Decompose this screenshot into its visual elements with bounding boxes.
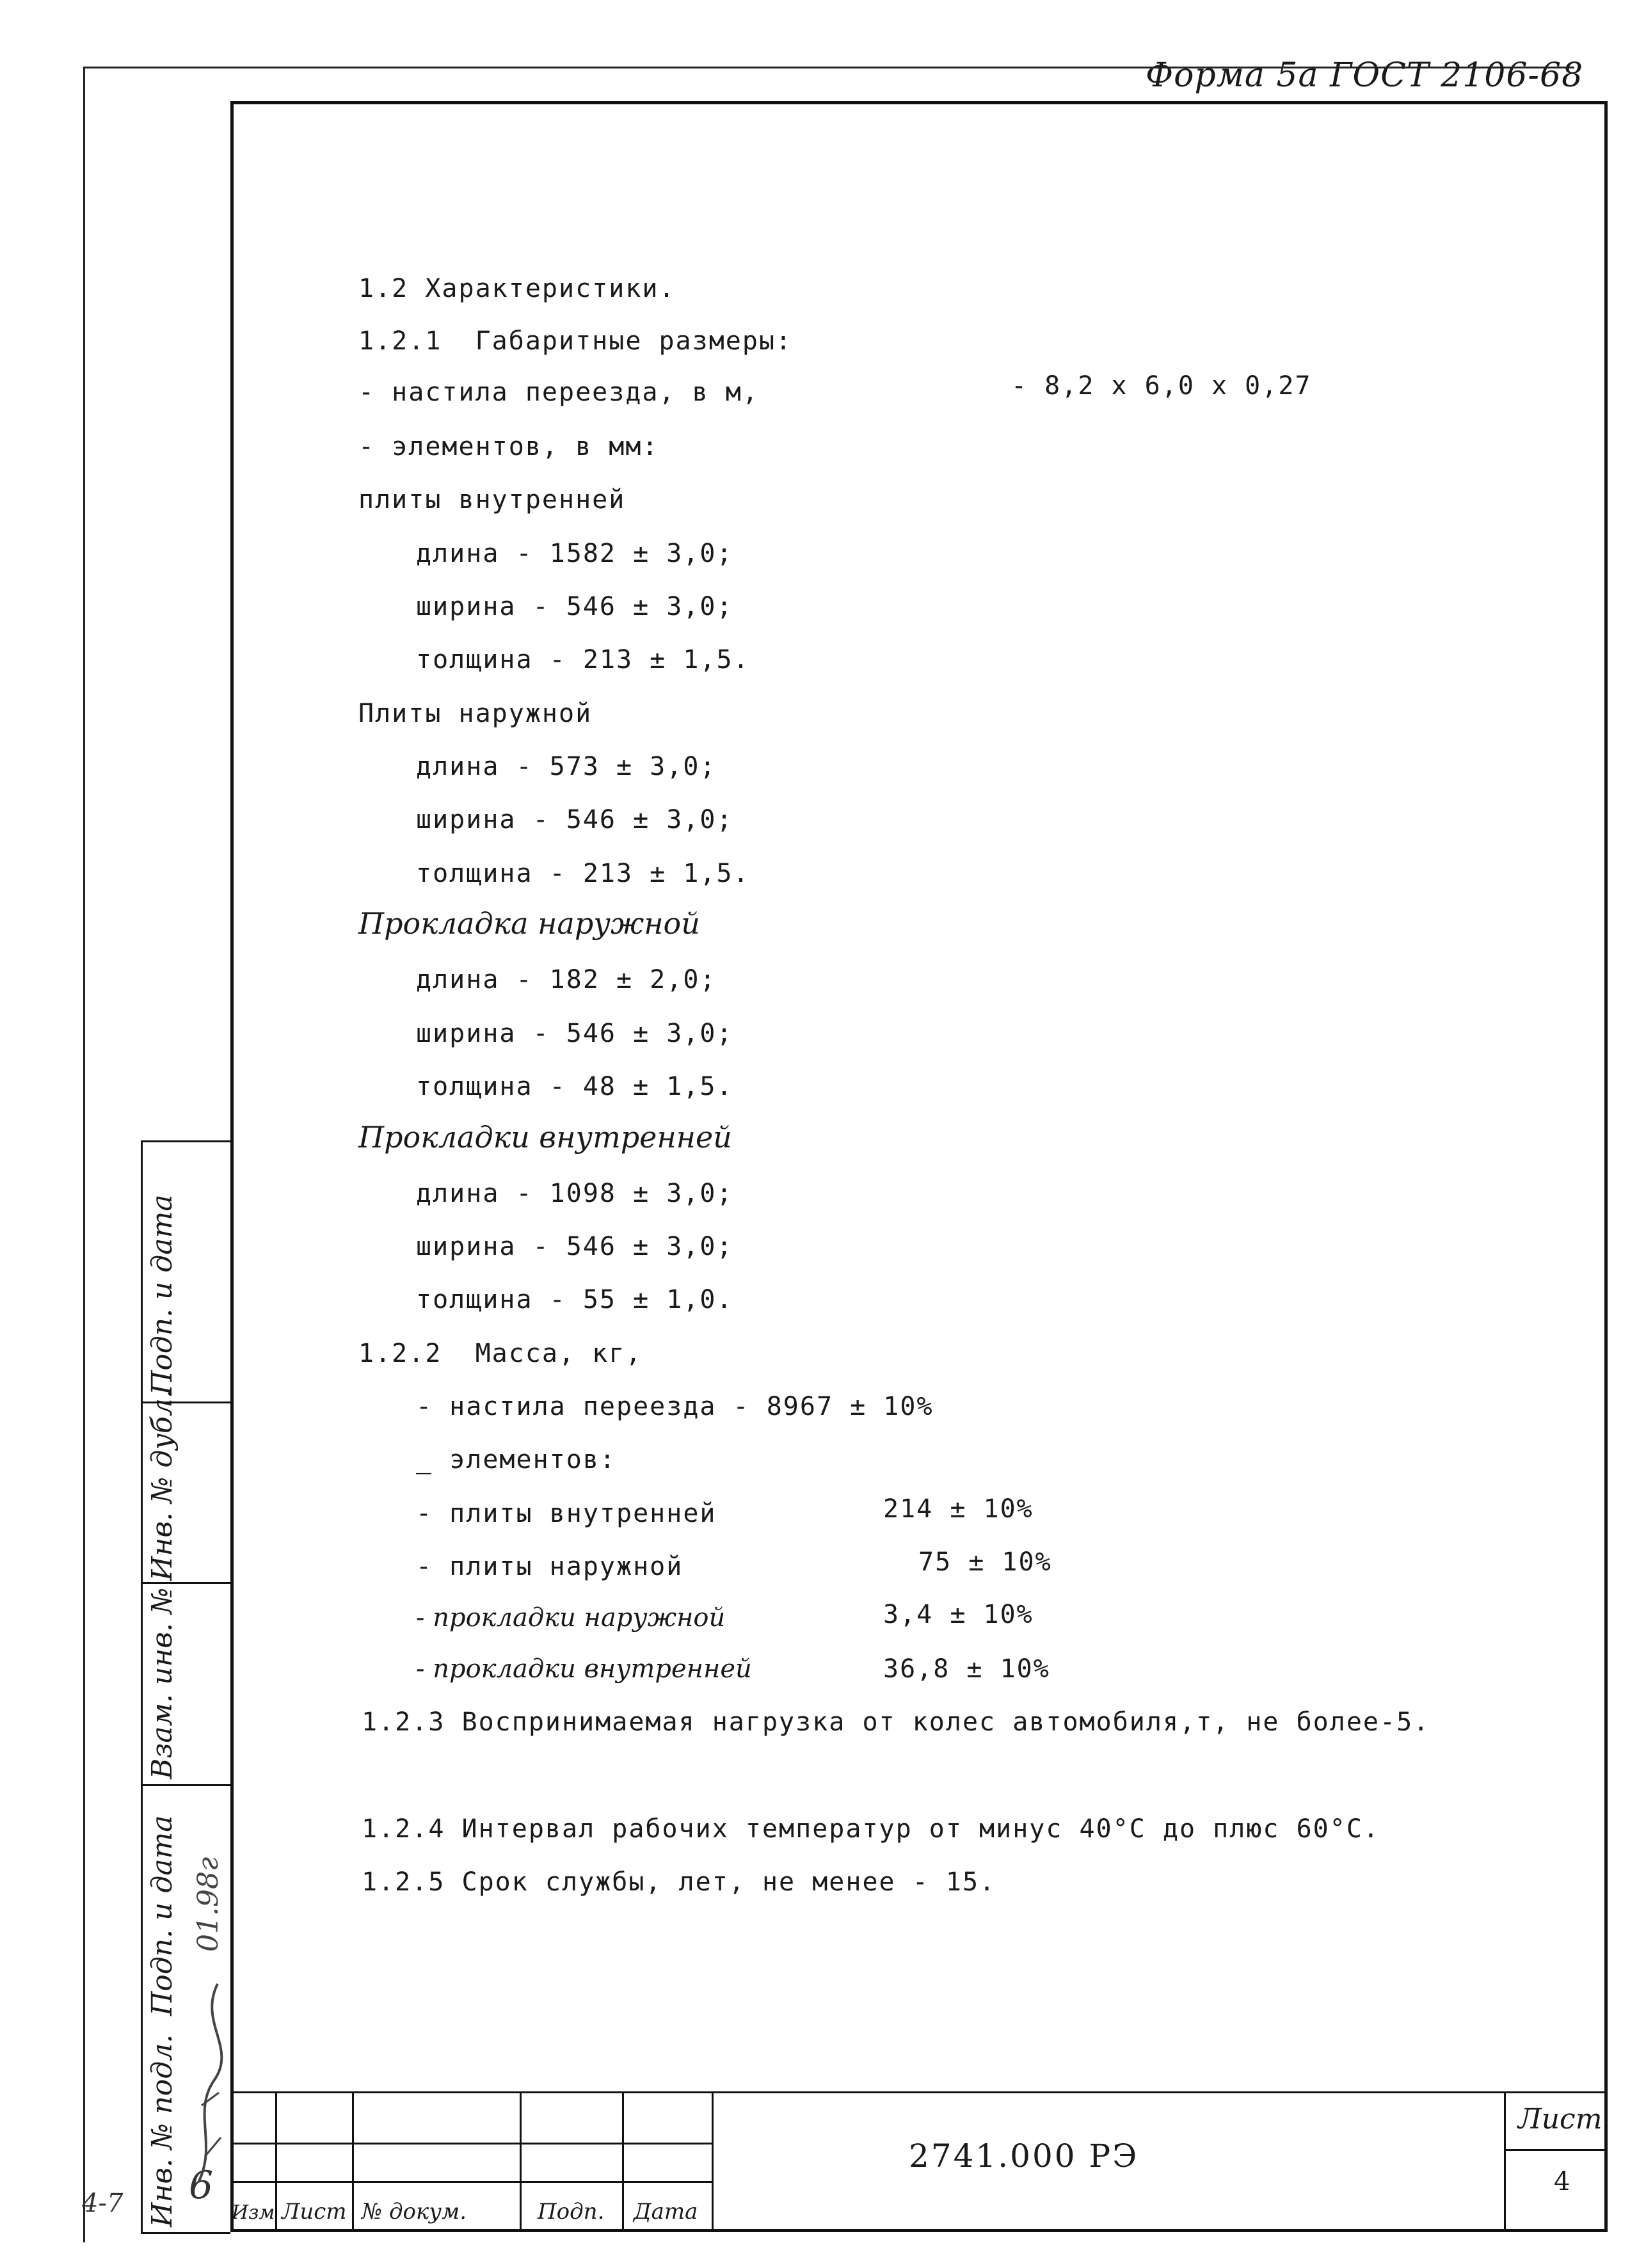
inner-slab-width: ширина - 546 ± 3,0; — [416, 592, 733, 621]
col-date-label: Дата — [634, 2199, 698, 2224]
temperature-range: 1.2.4 Интервал рабочих температур от минус 40°С до плюс 60°С. — [362, 1814, 1380, 1844]
col-list-label: Лист — [282, 2199, 347, 2224]
subsection-dimensions: 1.2.1 Габаритные размеры: — [358, 326, 793, 356]
outer-pad-heading: Прокладка наружной — [358, 906, 700, 941]
col-doc-label: № докум. — [362, 2199, 467, 2224]
inner-slab-heading: плиты внутренней — [358, 485, 626, 515]
section-heading: 1.2 Характеристики. — [358, 274, 676, 303]
outer-pad-length: длина - 182 ± 2,0; — [416, 965, 717, 994]
sheet-label: Лист — [1518, 2103, 1602, 2136]
outer-slab-width: ширина - 546 ± 3,0; — [416, 805, 733, 835]
elements-label: - элементов, в мм: — [358, 432, 659, 461]
inner-pad-width: ширина - 546 ± 3,0; — [416, 1232, 733, 1261]
col-sign-label: Подп. — [538, 2199, 605, 2224]
document-code: 2741.000 РЭ — [909, 2137, 1139, 2175]
form-header: Форма 5а ГОСТ 2106-68 — [1146, 56, 1584, 95]
elements-mass-label: _ элементов: — [416, 1445, 616, 1474]
inner-pad-thickness: толщина - 55 ± 1,0. — [416, 1285, 733, 1314]
deck-mass: - настила переезда - 8967 ± 10% — [416, 1392, 934, 1421]
outer-slab-length: длина - 573 ± 3,0; — [416, 752, 717, 781]
col-izm-label: Изм — [232, 2201, 275, 2224]
handwritten-date: 01.98г — [192, 1857, 225, 1952]
binding-margin-line — [83, 67, 85, 2242]
inner-pad-length: длина - 1098 ± 3,0; — [416, 1179, 733, 1208]
outer-pad-mass-value: 3,4 ± 10% — [883, 1600, 1034, 1629]
load-capacity: 1.2.3 Воспринимаемая нагрузка от колес автомобиля,т, не более-5. — [362, 1707, 1430, 1737]
outer-pad-width: ширина - 546 ± 3,0; — [416, 1019, 733, 1048]
signature-mark — [186, 1965, 230, 2195]
inner-pad-mass-label: - прокладки внутренней — [416, 1654, 752, 1684]
outer-slab-heading: Плиты наружной — [358, 699, 593, 728]
inner-slab-thickness: толщина - 213 ± 1,5. — [416, 645, 750, 675]
inner-pad-mass-value: 36,8 ± 10% — [883, 1654, 1050, 1684]
deck-dimensions-value: - 8,2 х 6,0 х 0,27 — [1011, 371, 1312, 401]
inner-slab-mass-value: 214 ± 10% — [883, 1494, 1034, 1524]
outer-pad-mass-label: - прокладки наружной — [416, 1603, 726, 1633]
top-rule — [83, 67, 1574, 68]
podp-data-label-upper: Подп. и дата — [146, 1194, 179, 1395]
inner-slab-mass-label: - плиты внутренней — [416, 1499, 717, 1528]
podp-data-label-lower: Подп. и дата — [146, 1815, 179, 2016]
outer-pad-thickness: толщина - 48 ± 1,5. — [416, 1072, 733, 1101]
subsection-mass: 1.2.2 Масса, кг, — [358, 1339, 643, 1368]
page-frame — [230, 101, 1608, 2232]
inner-slab-length: длина - 1582 ± 3,0; — [416, 539, 733, 568]
sheet-number: 4 — [1554, 2167, 1570, 2196]
corner-note: 4-7 — [82, 2189, 124, 2218]
inner-pad-heading: Прокладки внутренней — [358, 1120, 732, 1154]
service-life: 1.2.5 Срок службы, лет, не менее - 15. — [362, 1867, 996, 1897]
inv-value: 6 — [189, 2163, 214, 2208]
outer-slab-mass-value: 75 ± 10% — [918, 1547, 1052, 1577]
vzam-inv-label: Взам. инв. № — [146, 1587, 179, 1779]
outer-slab-mass-label: - плиты наружной — [416, 1552, 683, 1581]
inv-podl-label: Инв. № подл. — [146, 2034, 179, 2227]
outer-slab-thickness: толщина - 213 ± 1,5. — [416, 859, 750, 888]
inv-dubl-label: Инв. № дубл. — [146, 1389, 179, 1581]
deck-dimensions-label: - настила переезда, в м, — [358, 378, 759, 407]
